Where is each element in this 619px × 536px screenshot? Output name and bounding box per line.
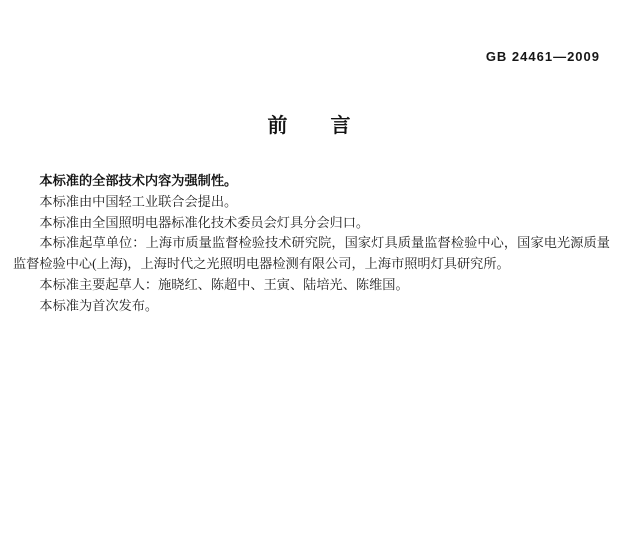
foreword-paragraph-mandatory-note: 本标准的全部技术内容为强制性。 <box>39 173 238 188</box>
page-title: 前 言 <box>267 115 352 137</box>
foreword-paragraph-main-drafters: 本标准主要起草人：施晓红、陈超中、王寅、陆培光、陈维国。 <box>39 276 409 292</box>
foreword-body <box>13 171 610 317</box>
foreword-paragraph-first-issue: 本标准为首次发布。 <box>39 297 159 313</box>
standard-number: GB 24461—2009 <box>485 49 600 64</box>
foreword-paragraph-proposed-by: 本标准由中国轻工业联合会提出。 <box>39 193 238 209</box>
foreword-paragraph-drafting-organizations: 本标准起草单位：上海市质量监督检验技术研究院，国家灯具质量监督检验中心，国家电光源质量监督检验中心(上海)，上海时代之光照明电器检测有限公司，上海市照明灯具研究所。 <box>13 235 610 272</box>
foreword-paragraph-centralized-by: 本标准由全国照明电器标准化技术委员会灯具分会归口。 <box>39 214 370 230</box>
